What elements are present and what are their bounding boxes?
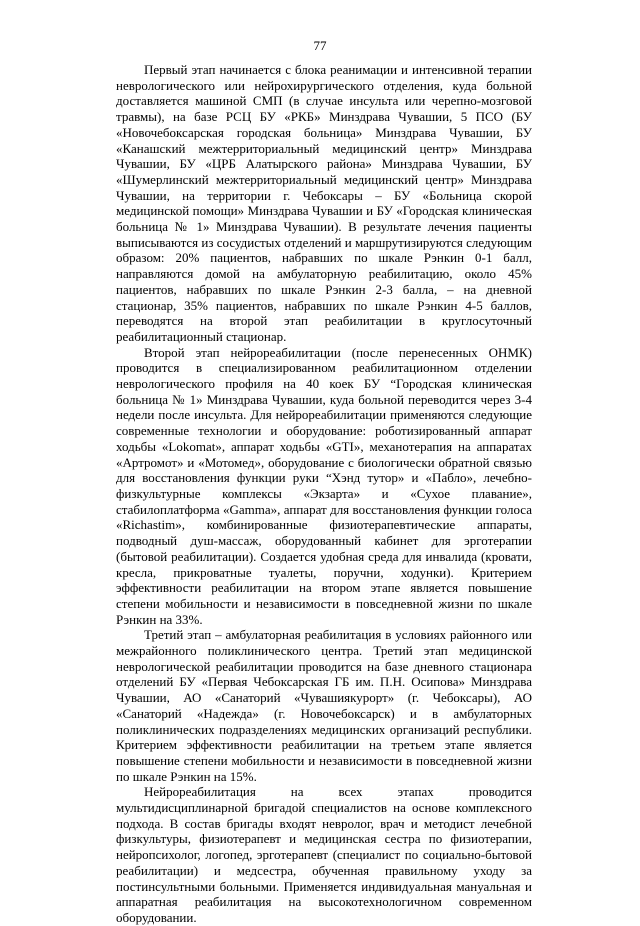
paragraph-team: Нейрореабилитация на всех этапах проводится мультидисциплинарной бригадой специалистов на основе комплексного подхода. В состав бригады входят невролог, врач и методист лечебной физкультуры, физиотерапевт и медицинская сестра по физиотерапии, нейропсихолог, логопед, эрготерапевт (специалист по социально-бытовой реабилитации) и медсестра, обученная правильному уходу за постинсультными больными. Применяется индивидуальная мануальная и аппаратная реабилитация на высокотехнологичном современном оборудовании. [116, 784, 532, 925]
page-number: 77 [313, 38, 327, 53]
body-text [116, 62, 532, 926]
paragraph-stage-one: Первый этап начинается с блока реанимации и интенсивной терапии неврологического или нейрохирургического отделения, куда больной доставляется машиной СМП (в случае инсульта или черепно-мозговой травмы), на базе РСЦ БУ «РКБ» Минздрава Чувашии, 5 ПСО (БУ «Новочебоксарская городская больница» Минздрава Чувашии, БУ «Канашский межтерриториальный медицинский центр» Минздрава Чувашии, БУ «ЦРБ Алатырского района» Минздрава Чувашии, БУ «Шумерлинский межтерриториальный медицинский центр» Минздрава Чувашии, на территории г. Чебоксары – БУ «Больница скорой медицинской помощи» Минздрава Чувашии и БУ «Городская клиническая больница № 1» Минздрава Чувашии). В результате лечения пациенты выписываются из сосудистых отделений и маршрутизируются следующим образом: 20% пациентов, набравших по шкале Рэнкин 0-1 балл, направляются домой на амбулаторную реабилитацию, около 45% пациентов, набравших по шкале Рэнкин 2-3 балла, – на дневной стационар, 35% пациентов, набравших по шкале Рэнкин 4-5 баллов, переводятся на второй этап реабилитации в круглосуточный реабилитационный стационар. [116, 62, 532, 344]
paragraph-stage-three: Третий этап – амбулаторная реабилитация в условиях районного или межрайонного поликлинического центра. Третий этап медицинской неврологической реабилитации проводится на базе дневного стационара отделений БУ «Первая Чебоксарская ГБ им. П.Н. Осипова» Минздрава Чувашии, АО «Санаторий «Чувашиякурорт» (г. Чебоксары), АО «Санаторий «Надежда» (г. Новочебоксарск) и в амбулаторных поликлинических подразделениях медицинских организаций республики. Критерием эффективности реабилитации на третьем этапе является повышение степени мобильности и независимости в повседневной жизни по шкале Рэнкин на 15%. [116, 627, 532, 784]
paragraph-stage-two: Второй этап нейрореабилитации (после перенесенных ОНМК) проводится в специализированном реабилитационном отделении неврологического профиля на 40 коек БУ “Городская клиническая больница № 1» Минздрава Чувашии, куда больной переводится через 3-4 недели после инсульта. Для нейрореабилитации применяются следующие современные технологии и оборудование: роботизированный аппарат ходьбы «Lokomat», аппарат ходьбы «GTI», механотерапия на аппаратах «Артромот» и «Мотомед», оборудование с биологически обратной связью для восстановления функции руки “Хэнд тутор» и «Пабло», лечебно-физкультурные комплексы «Экзарта» и «Сухое плавание», стабилоплатформа «Gamma», аппарат для восстановления функции голоса «Richastim», комбинированные физиотерапевтические аппараты, подводный душ-массаж, оборудованный кабинет для эрготерапии (бытовой реабилитации). Создается удобная среда для инвалида (кровати, кресла, прикроватные туалеты, поручни, ходунки). Критерием эффективности реабилитации на втором этапе является повышение степени мобильности и независимости в повседневной жизни по шкале Рэнкин на 33%. [116, 344, 532, 627]
